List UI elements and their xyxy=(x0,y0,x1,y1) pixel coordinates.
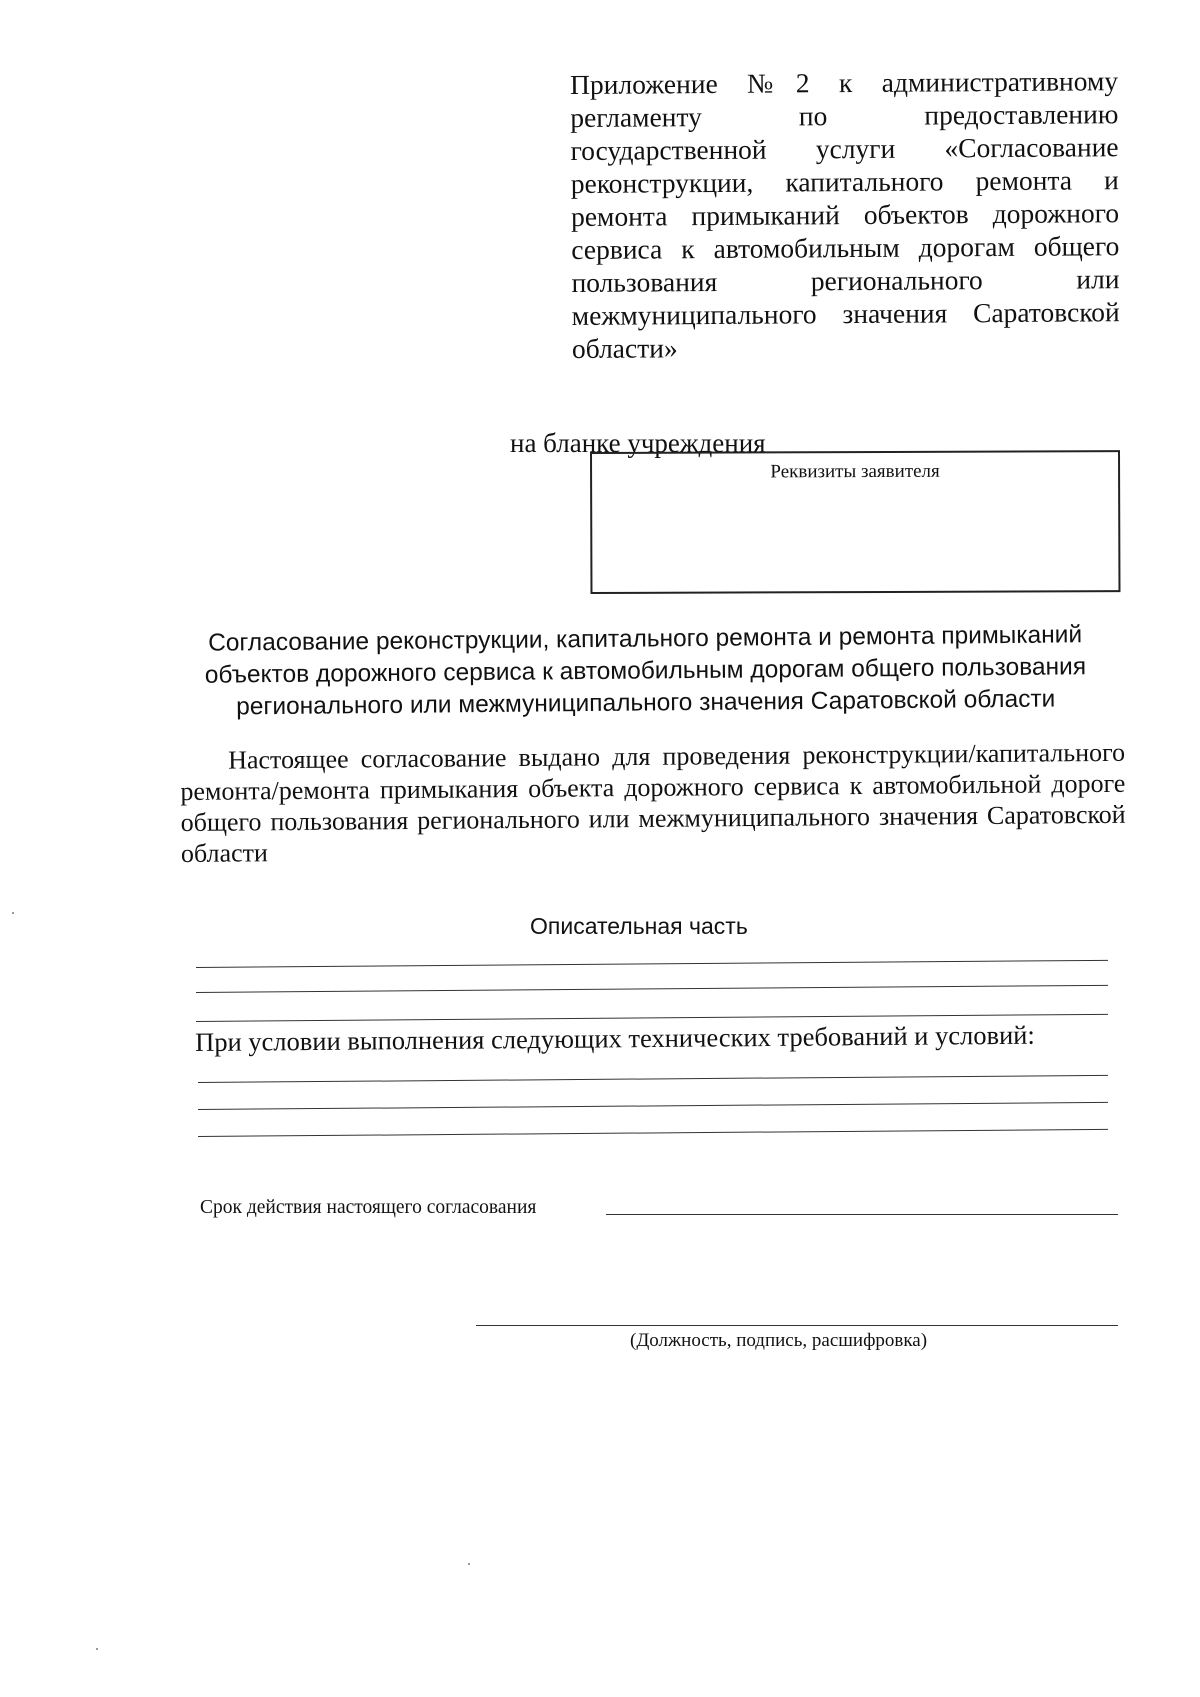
scan-speck xyxy=(96,1648,98,1650)
document-title xyxy=(175,619,1116,724)
requisites-box xyxy=(590,450,1120,594)
appendix-note: Приложение №2 к административному регламенту по предоставлению государственной услуги «Согласование реконструкции, капитального ремонта и ремонта примыканий объектов дорожного сервиса к автомобильным дорогам общего пользования регионального или межмуниципального значения Саратовской области» xyxy=(570,65,1120,364)
conditions-label: При условии выполнения следующих технических требований и условий: xyxy=(195,1019,1035,1057)
blank-label: на бланке учреждения xyxy=(510,428,766,458)
conditions-line-1 xyxy=(198,1075,1108,1083)
title-line: объектов дорожного сервиса к автомобильным дорогам общего пользования xyxy=(204,653,1087,689)
signature-caption: (Должность, подпись, расшифровка) xyxy=(630,1330,928,1351)
description-heading: Описательная часть xyxy=(530,913,748,939)
validity-label: Срок действия настоящего согласования xyxy=(200,1197,537,1218)
body-paragraph: Настоящее согласование выдано для проведения реконструкции/капитального ремонта/ремонта примыкания объекта дорожного сервиса к автомобильной дороге общего пользования регионального или межмуниципального значения Саратовской области xyxy=(180,737,1126,868)
title-line: Согласование реконструкции, капитального ремонта и ремонта примыканий xyxy=(207,621,1083,657)
requisites-label: Реквизиты заявителя xyxy=(770,460,940,483)
scan-speck xyxy=(12,912,14,914)
scan-speck xyxy=(468,1563,470,1565)
conditions-line-3 xyxy=(198,1129,1108,1137)
description-line-1 xyxy=(196,960,1108,968)
description-line-2 xyxy=(196,985,1108,993)
conditions-line-2 xyxy=(198,1102,1108,1110)
signature-line xyxy=(476,1325,1118,1326)
title-line: регионального или межмуниципального значения Саратовской области xyxy=(236,685,1056,721)
validity-line xyxy=(606,1214,1118,1215)
